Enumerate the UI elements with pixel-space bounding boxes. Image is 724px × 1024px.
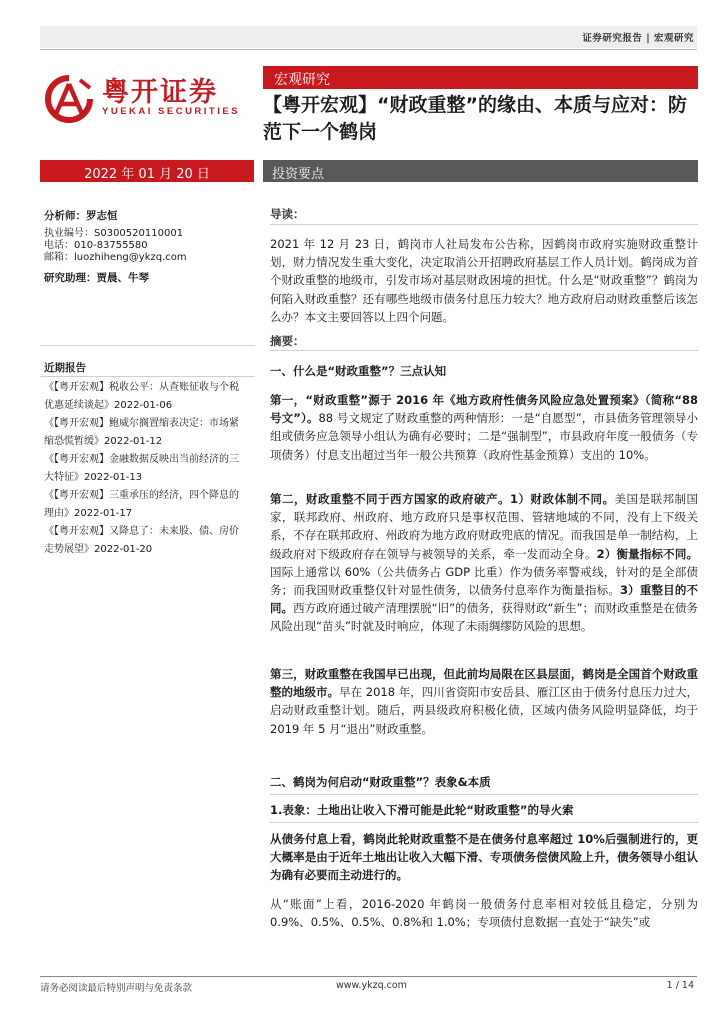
- section-divider: [270, 224, 698, 225]
- paragraph-2-point-3: 3）重整目的不同。: [270, 583, 698, 616]
- section-2-subtitle: 1.表象：土地出让收入下滑可能是此轮“财政重整”的导火索: [270, 803, 574, 817]
- footer-disclaimer: 请务必阅读最后特别声明与免责条款: [40, 983, 193, 994]
- research-assistant: 研究助理：贾晨、牛琴: [44, 272, 149, 284]
- footer-divider: [40, 976, 697, 977]
- paragraph-1-text: 88 号文规定了财政重整的两种情形：一是“自愿型”，市县债务管理领导小组或债务应急领导小组认为确有必要时；二是“强制型”，市县政府年度一般债务（专项债务）付息支出超过当年一般公共预算（政府性基金预算）支出的 10%。: [270, 411, 698, 462]
- paragraph-2-text-2: 国际上通常以 60%（公共债务占 GDP 比重）作为债务率警戒线，针对的是全部债务；而我国财政重整仅针对显性债务，以债务付息率作为衡量指标。: [270, 564, 698, 598]
- paragraph-2-text-1: 美国是联邦制国家，联邦政府、州政府、地方政府只是事权范围、管辖地域的不同，没有上下级关系，不存在联邦政府、州政府为地方政府财政兜底的情况。而我国是单一制结构，上级政府对下级政府存在领导与被领导的关系，牵一发而动全身。: [270, 492, 698, 561]
- invest-bar: [263, 160, 698, 182]
- recent-report-item[interactable]: 《【粤开宏观】税收公平：从查账征收与个税优惠延续谈起》2022-01-06: [44, 382, 239, 411]
- paragraph-1-lead: 第一，“财政重整”源于 2016 年《地方政府性债务风险应急处置预案》（简称“88 号文”）。: [270, 393, 698, 426]
- paragraph-3-lead: 第三，财政重整在我国早已出现，但此前均局限在区县层面，鹤岗是全国首个财政重整的地级市。: [270, 667, 698, 700]
- lead-paragraph: 2021 年 12 月 23 日，鹤岗市人社局发布公告称，因鹤岗市政府实施财政重整计划，财力情况发生重大变化，决定取消公开招聘政府基层工作人员计划。鹤岗成为首个财政重整的地级市，引发市场对基层财政困境的担忧。什么是“财政重整”？鹤岗为何陷入财政重整？还有哪些地级市债务付息压力较大？地方政府启动财政重整后该怎么办？本文主要回答以上四个问题。: [270, 237, 698, 324]
- paragraph-2: [270, 490, 698, 636]
- recent-report-item[interactable]: 《【粤开宏观】又降息了：未来股、债、房价走势展望》2022-01-20: [44, 526, 239, 555]
- section-2-title: 二、鹤岗为何启动“财政重整”？表象&本质: [270, 775, 491, 789]
- invest-label: 投资要点: [272, 167, 325, 182]
- analyst-name: 分析师：罗志恒: [44, 210, 118, 222]
- footer-page-number: 1 / 14: [666, 980, 694, 991]
- analyst-phone: 电话：010-83755580: [44, 240, 148, 251]
- paragraph-2-text-3: 西方政府通过破产清理摆脱“旧”的债务，获得财政“新生”；而财政重整是在债务风险出现“苗头”时就及时响应，体现了未雨绸缪防风险的思想。: [270, 601, 699, 634]
- header-divider: [40, 49, 697, 50]
- logo-text-cn: 粤开证券: [102, 77, 218, 108]
- sidebar-divider: [40, 376, 255, 377]
- report-date: 2022 年 01 月 20 日: [84, 167, 210, 182]
- recent-reports-heading: 近期报告: [44, 362, 86, 374]
- paragraph-2-lead: 第二，财政重整不同于西方国家的政府破产。1）财政体制不同。: [270, 492, 615, 506]
- recent-report-item[interactable]: 《【粤开宏观】三重承压的经济，四个降息的理由》2022-01-17: [44, 490, 239, 519]
- company-logo: [44, 70, 244, 120]
- section-1-title: 一、什么是“财政重整”？三点认知: [270, 364, 447, 378]
- lead-label: 导读：: [270, 207, 305, 221]
- paragraph-3: [270, 665, 698, 738]
- paragraph-1: [270, 391, 698, 464]
- footer-website[interactable]: www.ykzq.com: [336, 980, 407, 991]
- logo-text-en: YUEKAI SECURITIES: [102, 106, 241, 117]
- logo-mark-icon: [44, 74, 94, 124]
- recent-report-item[interactable]: 《【粤开宏观】金融数据反映出当前经济的三大特征》2022-01-13: [44, 454, 239, 483]
- section-divider: [270, 794, 698, 795]
- paragraph-4: 从债务付息上看，鹤岗此轮财政重整不是在债务付息率超过 10%后强制进行的，更大概率是由于近年土地出让收入大幅下滑、专项债务偿债风险上升，债务领导小组认为确有必要而主动进行的。: [270, 832, 698, 883]
- section-divider: [270, 350, 698, 351]
- paragraph-5: 从“账面”上看，2016-2020 年鹤岗一般债务付息率相对较低且稳定，分别为 0.9%、0.5%、0.5%、0.8%和 1.0%；专项债付息数据一直处于“缺失”或: [270, 897, 698, 930]
- paragraph-2-point-2: 2）衡量指标不同。: [596, 546, 698, 561]
- header-tag: 证券研究报告 | 宏观研究: [582, 33, 694, 44]
- section-divider: [270, 822, 698, 823]
- sidebar-divider: [40, 345, 255, 346]
- category-label: 宏观研究: [274, 72, 330, 88]
- analyst-license: 执业编号：S0300520110001: [44, 228, 184, 239]
- paragraph-3-text: 早在 2018 年，四川省资阳市安岳县、雁江区由于债务付息压力过大，启动财政重整计划。随后，两县级政府积极化债，区域内债务风险明显降低，均于 2019 年 5 月“退出”财政重整。: [270, 685, 699, 736]
- summary-label: 摘要：: [270, 334, 305, 348]
- report-title: 【粤开宏观】“财政重整”的缘由、本质与应对：防范下一个鹤岗: [263, 94, 687, 143]
- analyst-email[interactable]: 邮箱：luozhiheng@ykzq.com: [44, 252, 187, 263]
- recent-report-item[interactable]: 《【粤开宏观】鲍威尔搁置缩表决定：市场紧缩恐慌暂缓》2022-01-12: [44, 418, 239, 447]
